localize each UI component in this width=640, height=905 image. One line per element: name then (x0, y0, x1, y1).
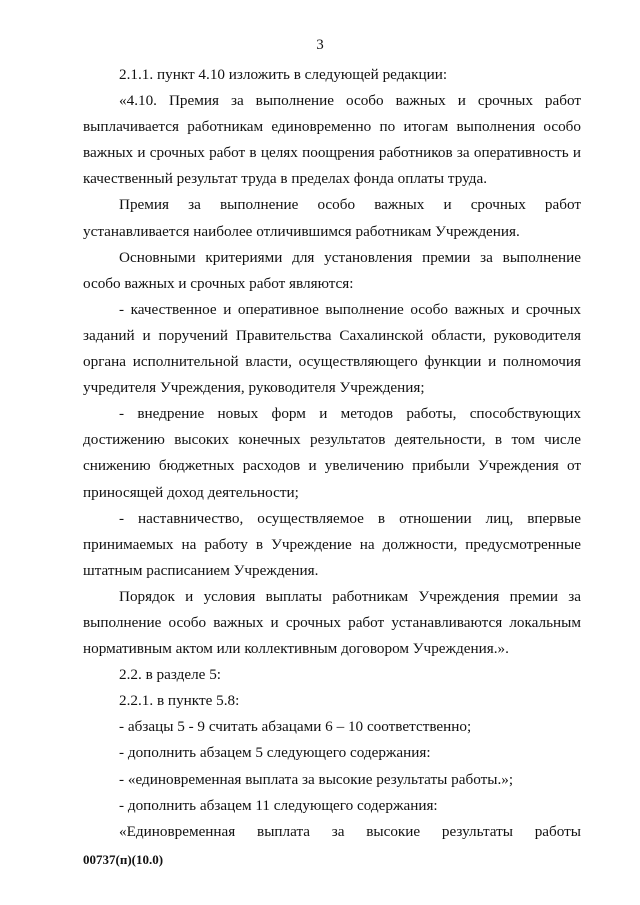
paragraph-2-2: 2.2. в разделе 5: (119, 666, 222, 684)
paragraph-payment-order: Порядок и условия выплаты работникам Учреждения премии за выполнение особо важных и срочных работ устанавливаются локальным нормативным актом или коллективным договором Учреждения.». (83, 587, 581, 658)
footer-document-code: 00737(п)(10.0) (83, 852, 164, 867)
paragraph-renumber: - абзацы 5 - 9 считать абзацами 6 – 10 соответственно; (119, 718, 472, 736)
paragraph-add-5: - дополнить абзацем 5 следующего содержания: (119, 744, 431, 762)
paragraph-add-11-content: «Единовременная выплата за высокие результаты работы (119, 822, 581, 840)
paragraph-add-11: - дополнить абзацем 11 следующего содержания: (119, 796, 438, 814)
page-number: 3 (316, 37, 324, 53)
document-body (83, 62, 581, 845)
paragraph-criterion-3: - наставничество, осуществляемое в отношении лиц, впервые принимаемых на работу в Учреждение на должности, предусмотренные штатным расписанием Учреждения. (83, 509, 581, 579)
paragraph-criterion-1: - качественное и оперативное выполнение особо важных и срочных заданий и поручений Правительства Сахалинской области, руководителя органа исполнительной власти, осуществляющего функции и полномочия учредителя Учреждения, руководителя Учреждения; (83, 300, 581, 397)
paragraph-add-5-content: - «единовременная выплата за высокие результаты работы.»; (119, 770, 514, 788)
paragraph-criteria-intro: Основными критериями для установления премии за выполнение особо важных и срочных работ являются: (83, 248, 581, 292)
paragraph-criterion-2: - внедрение новых форм и методов работы, способствующих достижению высоких конечных результатов деятельности, в том числе снижению бюджетных расходов и увеличению прибыли Учреждения от приносящей доход деятельности; (83, 405, 581, 501)
paragraph-4-10: «4.10. Премия за выполнение особо важных и срочных работ выплачивается работникам единовременно по итогам выполнения особо важных и срочных работ в целях поощрения работников за оперативность и качественный результат труда в пределах фонда оплаты труда. (83, 92, 581, 188)
paragraph-premium-recipients: Премия за выполнение особо важных и срочных работ устанавливается наиболее отличившимся работникам Учреждения. (83, 196, 581, 240)
paragraph-2-2-1: 2.2.1. в пункте 5.8: (119, 692, 240, 710)
paragraph-2-1-1: 2.1.1. пункт 4.10 изложить в следующей редакции: (119, 66, 448, 83)
